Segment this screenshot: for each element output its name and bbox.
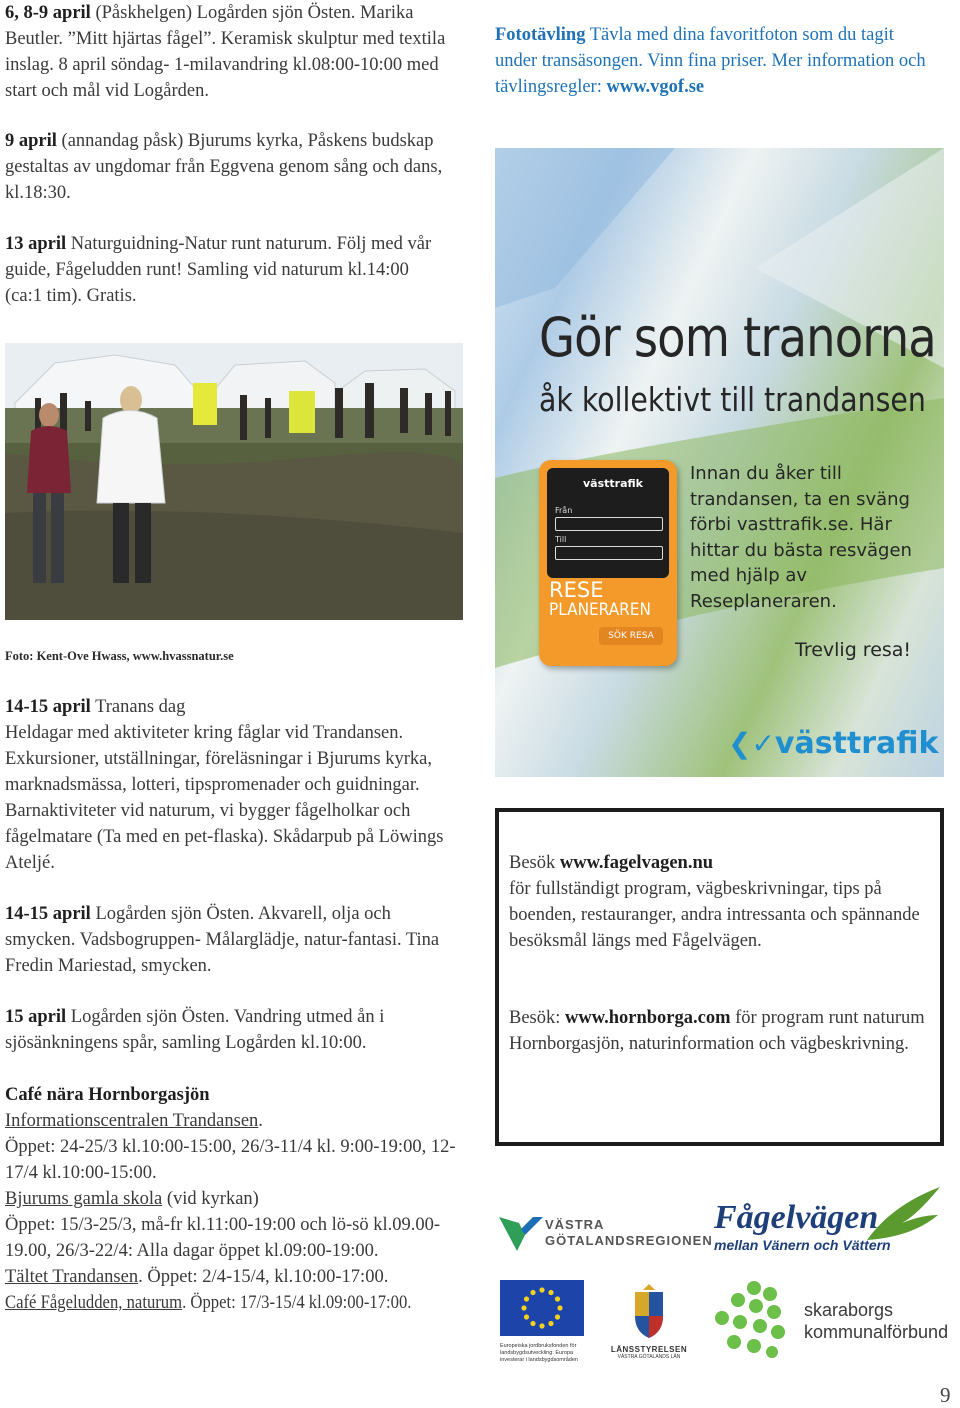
cafe-place-3: Tältet Trandansen. Öppet: 2/4-15/4, kl.10:00-17:00. — [5, 1267, 389, 1287]
coat-of-arms-icon — [629, 1282, 669, 1340]
vasttrafik-logo: ❮✓västtrafik — [728, 726, 939, 761]
cafe-place-2: Bjurums gamla skola (vid kyrkan) — [5, 1189, 259, 1209]
event-paragraph-4: 14-15 april Tranans dag Heldagar med aktiviteter kring fåglar vid Trandansen. Exkursioner, utställningar, föreläsningar i Bjurums kyrka, marknadsmässa, lotteri, tipspromenader och guidningar. Barnaktiviteter vid naturum, vi bygger fågelholkar och fågelmatare (Ta med en pet-flaska). Skådarpub på Löwings Ateljé. — [5, 697, 444, 873]
fagelvagen-logo: Fågelvägen mellan Vänern och Vättern — [712, 1185, 944, 1257]
phone-search-button[interactable]: SÖK RESA — [599, 627, 663, 645]
photo-contest: Fototävling Tävla med dina favoritfoton som du tagit under transäsongen. Vinn fina priser. Mer information och tävlingsregler: www.vgof.se — [495, 25, 926, 97]
field-to-input[interactable] — [555, 546, 663, 560]
event-paragraph-5: 14-15 april Logården sjön Östen. Akvarell, olja och smycken. Vadsbogruppen- Målarglädje, natur-fantasi. Tina Fredin Mariestad, smycken. — [5, 904, 440, 976]
ad-subline: åk kollektivt till trandansen — [539, 380, 926, 419]
field-from-label: Från — [555, 506, 573, 515]
cafe-hours-1: Öppet: 24-25/3 kl.10:00-15:00, 26/3-11/4 kl. 9:00-19:00, 12-17/4 kl.10:00-15:00. — [5, 1137, 456, 1183]
info-box — [495, 808, 944, 1146]
cafe-section — [5, 1082, 465, 1316]
vgr-emblem-icon — [497, 1213, 545, 1253]
crowd-photo-illustration — [5, 343, 463, 620]
skaraborg-dots-icon — [712, 1278, 802, 1360]
event-paragraph-6: 15 april Logården sjön Östen. Vandring utmed ån i sjösänkningens spår, samling Logården kl.10:00. — [5, 1007, 385, 1053]
event-photo — [5, 343, 463, 620]
event-paragraph-1: 6, 8-9 april (Påskhelgen) Logården sjön Östen. Marika Beutler. ”Mitt hjärtas fågel”. Keramisk skulptur med textila inslag. 8 april söndag- 1-milavandring kl.08:00-10:00 med start och mål vid Logården. — [5, 3, 446, 101]
event-paragraph-2: 9 april (annandag påsk) Bjurums kyrka, Påskens budskap gestaltas av ungdomar från Eggvena genom sång och dans, kl.18:30. — [5, 131, 443, 203]
eu-logo: Europeiska jordbruksfonden för landsbygdsutveckling: Europa investerar i landsbygdsområden — [500, 1280, 586, 1364]
phone-screen — [547, 468, 669, 578]
lansstyrelsen-logo: LÄNSSTYRELSEN VÄSTRA GÖTALANDS LÄN — [606, 1282, 692, 1360]
ad-signoff: Trevlig resa! — [795, 639, 912, 661]
skaraborg-logo: skaraborgs kommunalförbund — [712, 1278, 944, 1360]
field-to-label: Till — [555, 535, 567, 544]
vasttrafik-ad — [495, 148, 944, 777]
page-number: 9 — [940, 1383, 951, 1407]
cafe-heading: Café nära Hornborgasjön — [5, 1085, 210, 1105]
info-paragraph-2: Besök: www.hornborga.com för program runt naturum Hornborgasjön, naturinformation och vägbeskrivning. — [509, 1008, 925, 1054]
phone-brand: västtrafik — [583, 477, 643, 490]
field-from-input[interactable] — [555, 517, 663, 531]
cafe-place-4: Café Fågeludden, naturum. Öppet: 17/3-15/4 kl.09:00-17:00. — [5, 1293, 412, 1313]
ad-body: Innan du åker till trandansen, ta en sväng förbi vasttrafik.se. Här hittar du bästa resvägen med hjälp av Reseplaneraren. — [690, 463, 912, 612]
phone-title-2: PLANERAREN — [549, 600, 651, 620]
eu-flag-icon — [500, 1280, 584, 1336]
phone-illustration — [539, 460, 677, 666]
vasttrafik-bird-icon: ❮✓ — [728, 727, 775, 760]
event-paragraph-3: 13 april Naturguidning-Natur runt naturum. Följ med vår guide, Fågeludden runt! Samling vid naturum kl.14:00 (ca:1 tim). Gratis. — [5, 234, 432, 306]
photo-caption: Foto: Kent-Ove Hwass, www.hvassnatur.se — [5, 649, 234, 663]
cafe-place-1: Informationscentralen Trandansen. — [5, 1111, 263, 1131]
info-paragraph-1: Besök www.fagelvagen.nu för fullständigt program, vägbeskrivningar, tips på boenden, restauranger, andra intressanta och spännande besöksmål längs med Fågelvägen. — [509, 853, 920, 951]
phone-title-1: RESE — [549, 578, 604, 602]
cafe-hours-2: Öppet: 15/3-25/3, må-fr kl.11:00-19:00 och lö-sö kl.09.00-19.00, 26/3-22/4: Alla dagar öppet kl.09:00-19:00. — [5, 1215, 441, 1261]
ad-headline: Gör som tranorna — [539, 306, 936, 369]
